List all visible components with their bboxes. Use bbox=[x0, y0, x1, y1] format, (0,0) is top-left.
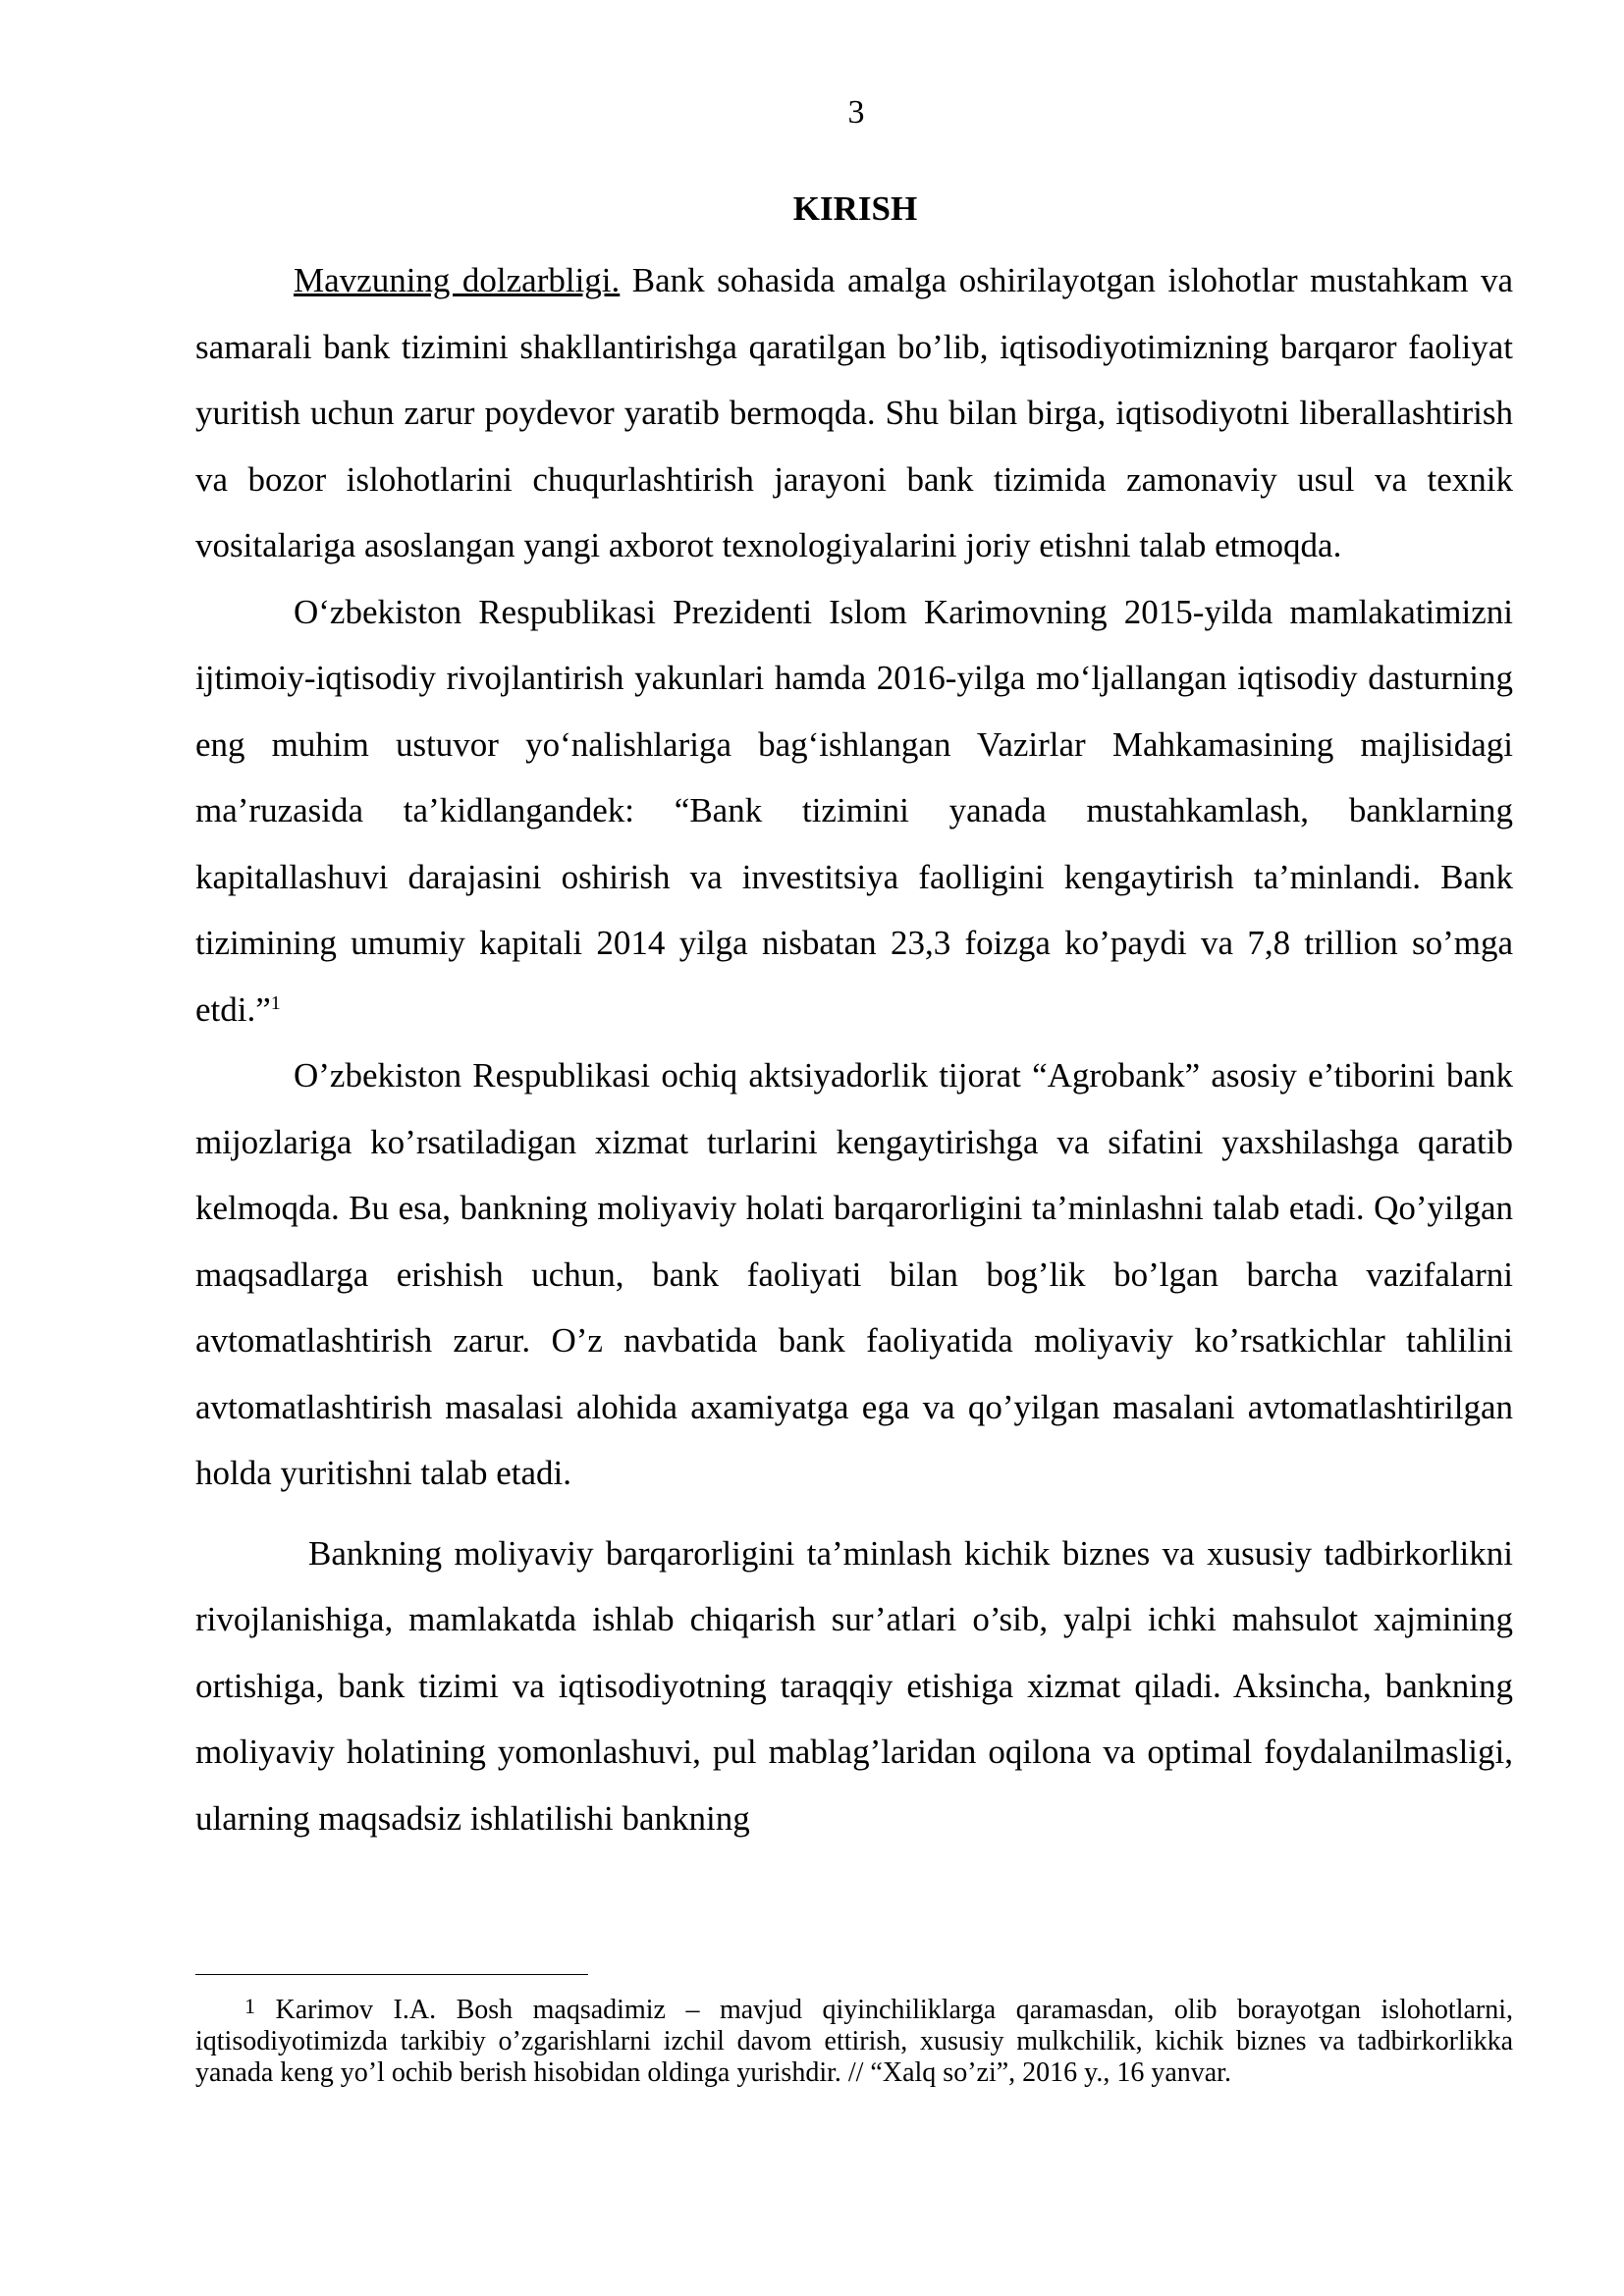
paragraph-relevance bbox=[195, 247, 1513, 579]
paragraph-text: O‘zbekiston Respublikasi Prezidenti Islom Karimovning 2015-yilda mamlakatimizni ijtimoiy-iqtisodiy rivojlantirish yakunlari hamda 2016-yilga mo‘ljallangan iqtisodiy dasturning eng muhim ustuvor yo‘nalishlariga bag‘ishlangan Vazirlar Mahkamasining majlisidagi ma’ruzasida ta’kidlangandek: “Bank tizimini yanada mustahkamlash, banklarning kapitallashuvi darajasini oshirish va investitsiya faolligini kengaytirish ta’minlandi. Bank tizimining umumiy kapitali 2014 yilga nisbatan 23,3 foizga ko’paydi va 7,8 trillion so’mga etdi.” bbox=[195, 592, 1513, 1029]
footnote-separator bbox=[195, 1974, 588, 1975]
footnote-reference[interactable]: 1 bbox=[270, 991, 281, 1014]
main-content bbox=[195, 191, 1513, 1851]
page-number: 3 bbox=[847, 94, 865, 131]
paragraph-financial-stability bbox=[195, 1521, 1513, 1852]
footnote-text: Karimov I.A. Bosh maqsadimiz – mavjud qiyinchiliklarga qaramasdan, olib borayotgan islohotlarni, iqtisodiyotimizda tarkibiy o’zgarishlarni izchil davom ettirish, xususiy mulkchilik, kichik biznes va tadbirkorlikka yanada keng yo’l ochib berish hisobidan oldinga yurishdir. // “Xalq so’zi”, 2016 y., 16 yanvar. bbox=[195, 1995, 1513, 2088]
section-title: KIRISH bbox=[792, 189, 918, 228]
footnote bbox=[195, 1995, 1513, 2089]
relevance-lead: Mavzuning dolzarbligi. bbox=[294, 261, 621, 299]
paragraph-text: Bankning moliyaviy barqarorligini ta’minlash kichik biznes va xususiy tadbirkorlikni rivojlanishiga, mamlakatda ishlab chiqarish sur’atlari o’sib, yalpi ichki mahsulot xajmining ortishiga, bank tizimi va iqtisodiyotning taraqqiy etishiga xizmat qiladi. Aksincha, bankning moliyaviy holatining yomonlashuvi, pul mablag’laridan oqilona va optimal foydalanilmasligi, ularning maqsadsiz ishlatilishi bankning bbox=[195, 1533, 1513, 1838]
paragraph-agrobank bbox=[195, 1042, 1513, 1507]
paragraph-text: O’zbekiston Respublikasi ochiq aktsiyadorlik tijorat “Agrobank” asosiy e’tiborini bank mijozlariga ko’rsatiladigan xizmat turlarini kengaytirishga va sifatini yaxshilashga qaratib kelmoqda. Bu esa, bankning moliyaviy holati barqarorligini ta’minlashni talab etadi. Qo’yilgan maqsadlarga erishish uchun, bank faoliyati bilan bog’lik bo’lgan barcha vazifalarni avtomatlashtirish zarur. O’z navbatida bank faoliyatida moliyaviy ko’rsatkichlar tahlilini avtomatlashtirish masalasi alohida axamiyatga ega va qo’yilgan masalani avtomatlashtirilgan holda yuritishni talab etadi. bbox=[195, 1056, 1513, 1492]
paragraph-president-quote bbox=[195, 579, 1513, 1043]
footnote-mark: 1 bbox=[244, 1994, 255, 2018]
paragraph-text: Bank sohasida amalga oshirilayotgan islohotlar mustahkam va samarali bank tizimini shakllantirishga qaratilgan bo’lib, iqtisodiyotimizning barqaror faoliyat yuritish uchun zarur poydevor yaratib bermoqda. Shu bilan birga, iqtisodiyotni liberallashtirish va bozor islohotlarini chuqurlashtirish jarayoni bank tizimida zamonaviy usul va texnik vositalariga asoslangan yangi axborot texnologiyalarini joriy etishni talab etmoqda. bbox=[195, 261, 1513, 564]
